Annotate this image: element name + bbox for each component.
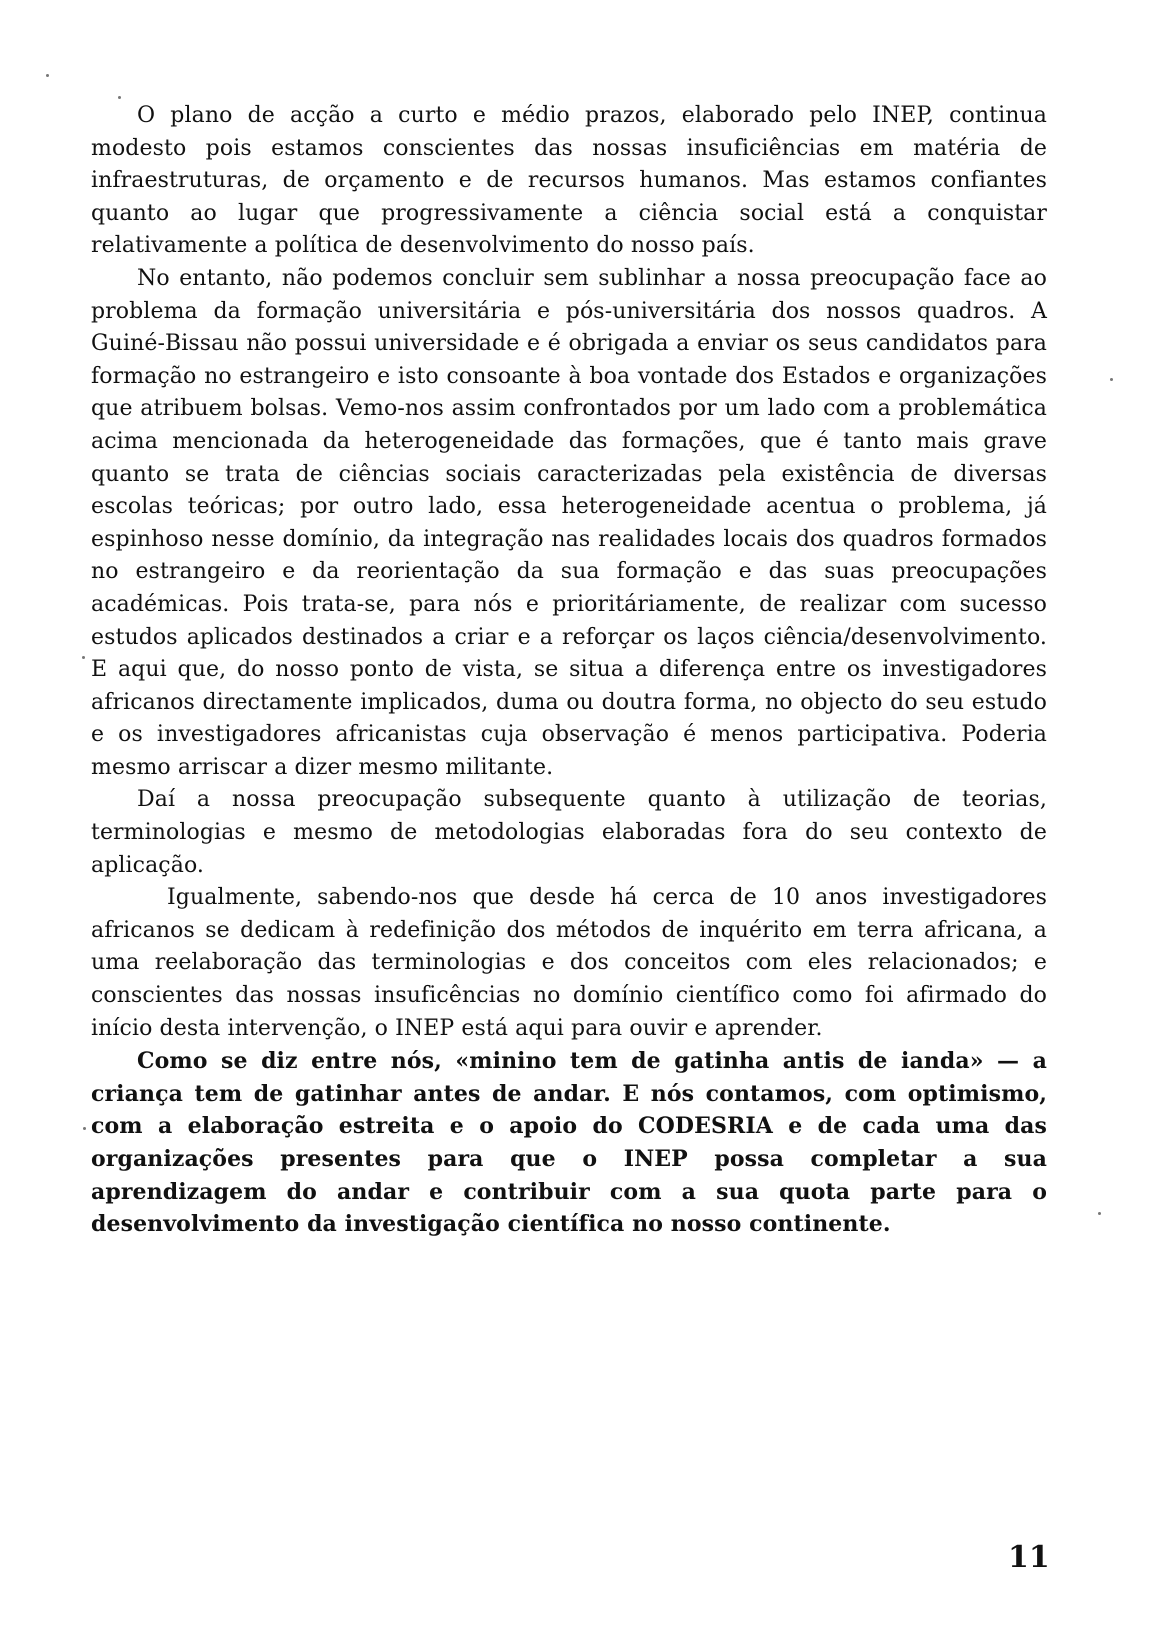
- scan-speck: [1098, 1212, 1101, 1215]
- scan-speck: [82, 656, 85, 659]
- scan-speck: [1110, 378, 1113, 381]
- paragraph-action-plan: O plano de acção a curto e médio prazos, elaborado pelo INEP, continua modesto pois estamos conscientes das nossas insuficiências em matéria de infraestruturas, de orçamento e de recursos humanos. Mas estamos confiantes quanto ao lugar que progressivamente a ciência social está a conquistar relativamente a política de desenvolvimento do nosso país.: [91, 103, 1047, 259]
- scan-speck: [118, 96, 121, 99]
- paragraph-theories-concern: Daí a nossa preocupação subsequente quanto à utilização de teorias, terminologias e mesmo de metodologias elaboradas fora do seu contexto de aplicação.: [91, 787, 1047, 878]
- body-text: [91, 100, 1047, 1241]
- scan-speck: [83, 1127, 86, 1130]
- paragraph-african-researchers: Igualmente, sabendo-nos que desde há cerca de 10 anos investigadores africanos se dedicam à redefinição dos métodos de inquérito em terra africana, a uma reelaboração das terminologias e dos conceitos com eles relacionados; e conscientes das nossas insuficências no domínio científico como foi afirmado do início desta intervenção, o INEP está aqui para ouvir e aprender.: [91, 885, 1047, 1041]
- paragraph-university-training: No entanto, não podemos concluir sem sublinhar a nossa preocupação face ao problema da formação universitária e pós-universitária dos nossos quadros. A Guiné-Bissau não possui universidade e é obrigada a enviar os seus candidatos para formação no estrangeiro e isto consoante à boa vontade dos Estados e organizações que atribuem bolsas. Vemo-nos assim confrontados por um lado com a problemática acima mencionada da heterogeneidade das formações, que é tanto mais grave quanto se trata de ciências sociais caracterizadas pela existência de diversas escolas teóricas; por outro lado, essa heterogeneidade acentua o problema, já espinhoso nesse domínio, da integração nas realidades locais dos quadros formados no estrangeiro e da reorientação da sua formação e das suas preocupações académicas. Pois trata-se, para nós e prioritáriamente, de realizar com sucesso estudos aplicados destinados a criar e a reforçar os laços ciência/desenvolvimento. E aqui que, do nosso ponto de vista, se situa a diferença entre os investigadores africanos directamente implicados, duma ou doutra forma, no objecto do seu estudo e os investigadores africanistas cuja observação é menos participativa. Poderia mesmo arriscar a dizer mesmo militante.: [91, 265, 1047, 780]
- scan-speck: [46, 74, 49, 77]
- page-number: 11: [1008, 1540, 1050, 1575]
- paragraph-closing-proverb: Como se diz entre nós, «minino tem de gatinha antis de ianda» — a criança tem de gatinhar antes de andar. E nós contamos, com optimismo, com a elaboração estreita e o apoio do CODESRIA e de cada uma das organizações presentes para que o INEP possa completar a sua aprendizagem do andar e contribuir com a sua quota parte para o desenvolvimento da investigação científica no nosso continente.: [91, 1048, 1047, 1238]
